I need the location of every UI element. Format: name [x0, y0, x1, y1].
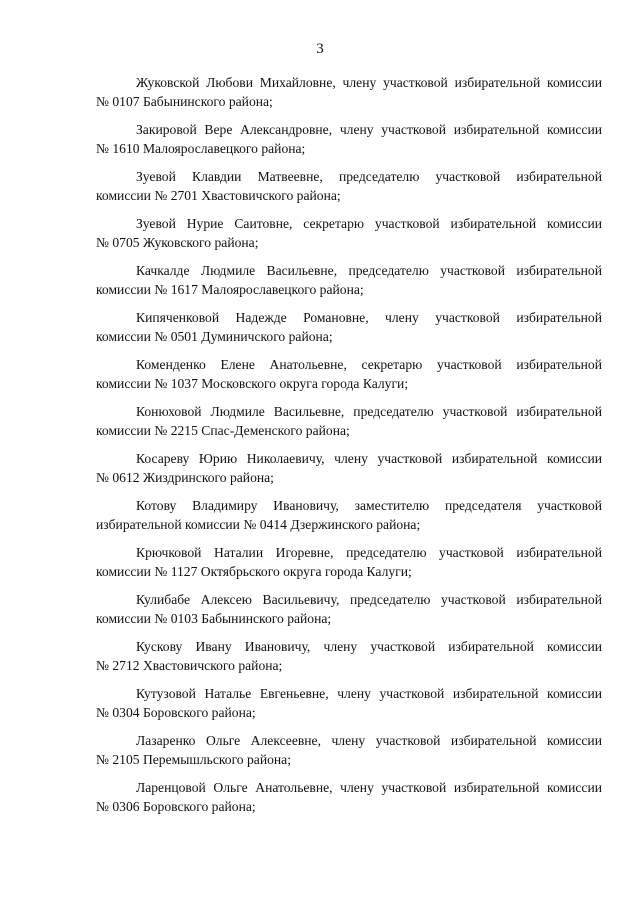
entry-line-2: комиссии № 0501 Думиничского района;: [96, 329, 333, 344]
list-item: [96, 120, 602, 158]
entry-line-2: № 1610 Малоярославецкого района;: [96, 141, 306, 156]
entry-line-2: № 2712 Хвастовичского района;: [96, 658, 283, 673]
entry-line-1: Зуевой Клавдии Матвеевне, председателю участковой избирательной: [136, 169, 602, 184]
list-item: [96, 731, 602, 769]
entry-line-2: № 0306 Боровского района;: [96, 799, 256, 814]
list-item: [96, 496, 602, 534]
list-item: [96, 167, 602, 205]
entry-line-1: Закировой Вере Александровне, члену участковой избирательной комиссии: [136, 122, 602, 137]
entry-line-2: избирательной комиссии № 0414 Дзержинского района;: [96, 517, 421, 532]
entry-line-2: № 0107 Бабынинского района;: [96, 94, 273, 109]
entry-line-1: Конюховой Людмиле Васильевне, председателю участковой избирательной: [136, 404, 602, 419]
list-item: [96, 684, 602, 722]
list-item: [96, 355, 602, 393]
list-item: [96, 214, 602, 252]
entry-line-1: Кускову Ивану Ивановичу, члену участковой избирательной комиссии: [136, 639, 602, 654]
entry-line-2: комиссии № 1127 Октябрьского округа города Калуги;: [96, 564, 412, 579]
list-item: [96, 402, 602, 440]
entry-line-2: комиссии № 2701 Хвастовичского района;: [96, 188, 341, 203]
entry-line-1: Ларенцовой Ольге Анатольевне, члену участковой избирательной комиссии: [136, 780, 602, 795]
entry-line-1: Зуевой Нурие Саитовне, секретарю участковой избирательной комиссии: [136, 216, 602, 231]
page-number: 3: [316, 41, 324, 57]
entry-line-1: Кутузовой Наталье Евгеньевне, члену участковой избирательной комиссии: [136, 686, 602, 701]
entry-line-2: комиссии № 1037 Московского округа города Калуги;: [96, 376, 409, 391]
list-item: [96, 778, 602, 816]
list-item: [96, 543, 602, 581]
award-list: [96, 73, 602, 825]
entry-line-2: комиссии № 1617 Малоярославецкого района;: [96, 282, 364, 297]
list-item: [96, 637, 602, 675]
entry-line-2: № 0705 Жуковского района;: [96, 235, 259, 250]
list-item: [96, 590, 602, 628]
entry-line-1: Качкалде Людмиле Васильевне, председателю участковой избирательной: [136, 263, 602, 278]
entry-line-1: Жуковской Любови Михайловне, члену участковой избирательной комиссии: [136, 75, 602, 90]
list-item: [96, 73, 602, 111]
list-item: [96, 308, 602, 346]
entry-line-2: комиссии № 0103 Бабынинского района;: [96, 611, 332, 626]
entry-line-1: Коменденко Елене Анатольевне, секретарю участковой избирательной: [136, 357, 602, 372]
entry-line-1: Косареву Юрию Николаевичу, члену участковой избирательной комиссии: [136, 451, 602, 466]
entry-line-2: № 0612 Жиздринского района;: [96, 470, 274, 485]
list-item: [96, 261, 602, 299]
list-item: [96, 449, 602, 487]
entry-line-1: Кулибабе Алексею Васильевичу, председателю участковой избирательной: [136, 592, 602, 607]
entry-line-2: № 0304 Боровского района;: [96, 705, 256, 720]
entry-line-1: Котову Владимиру Ивановичу, заместителю председателя участковой: [136, 498, 602, 513]
entry-line-2: № 2105 Перемышльского района;: [96, 752, 291, 767]
entry-line-1: Крючковой Наталии Игоревне, председателю участковой избирательной: [136, 545, 602, 560]
entry-line-1: Кипяченковой Надежде Романовне, члену участковой избирательной: [136, 310, 602, 325]
entry-line-1: Лазаренко Ольге Алексеевне, члену участковой избирательной комиссии: [136, 733, 602, 748]
entry-line-2: комиссии № 2215 Спас-Деменского района;: [96, 423, 350, 438]
